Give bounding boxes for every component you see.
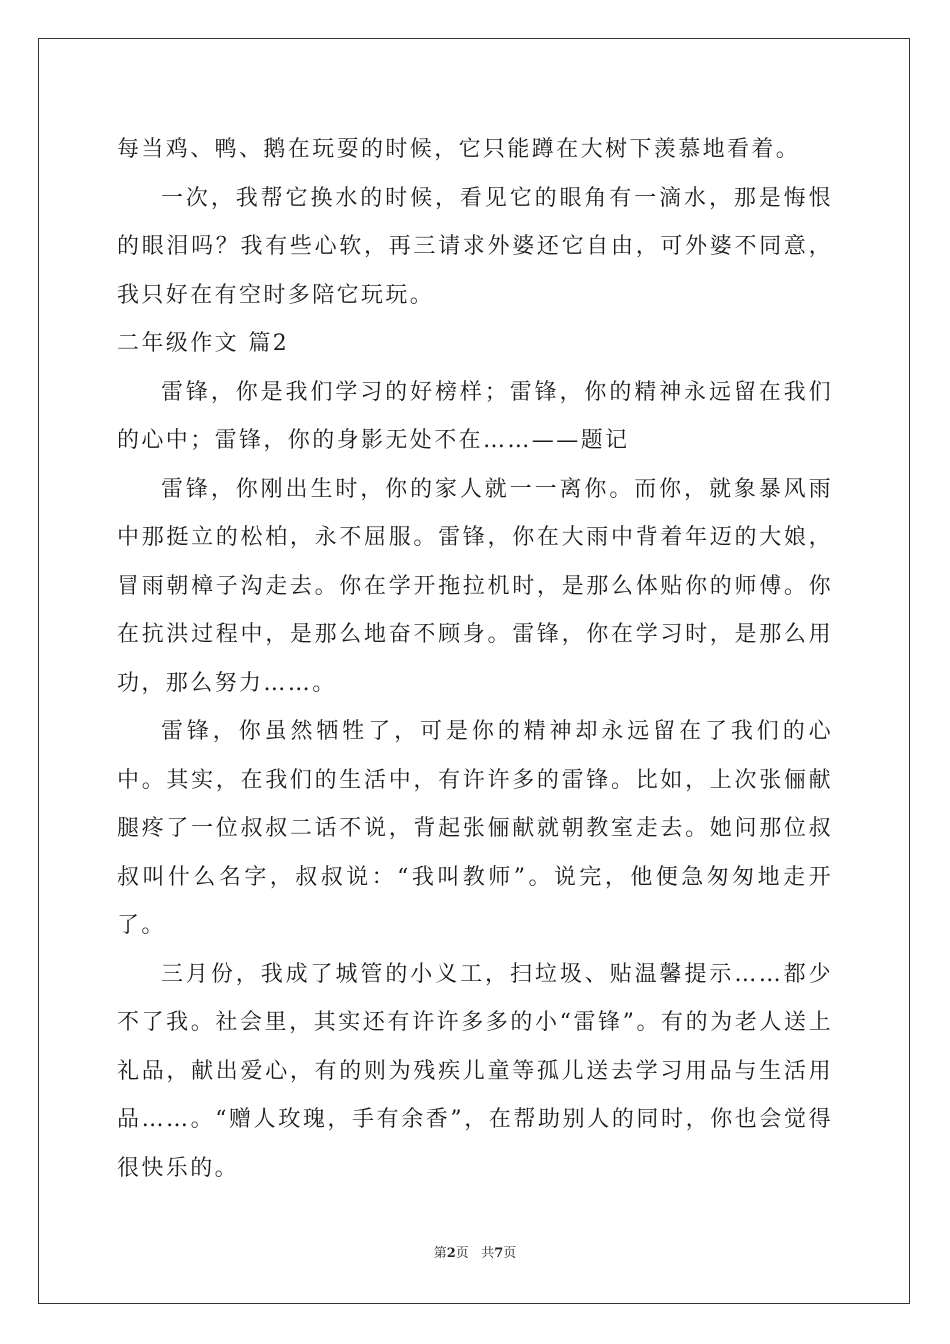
paragraph-3: 雷锋，你刚出生时，你的家人就一一离你。而你，就象暴风雨中那挺立的松柏，永不屈服。雷锋，你在大雨中背着年迈的大娘，冒雨朝樟子沟走去。你在学开拖拉机时，是那么体贴你的师傅。你在抗洪过程中，是那么地奋不顾身。雷锋，你在学习时，是那么用功，那么努力……。 [117,476,833,696]
footer-page-number: 2 [446,1246,456,1261]
paragraph-4: 雷锋，你虽然牺牲了，可是你的精神却永远留在了我们的心中。其实，在我们的生活中，有许许多的雷锋。比如，上次张俪献腿疼了一位叔叔二话不说，背起张俪献就朝教室走去。她问那位叔叔叫什么名字，叔叔说：“我叫教师”。说完，他便急匆匆地走开了。 [117,719,833,938]
paragraph-2: 一次，我帮它换水的时候，看见它的眼角有一滴水，那是悔恨的眼泪吗？我有些心软，再三请求外婆还它自由，可外婆不同意，我只好在有空时多陪它玩玩。 [117,185,833,308]
footer-suffix: 页 [503,1246,517,1261]
document-body [117,126,833,1193]
footer-total-pages: 7 [494,1246,504,1261]
page-footer [0,1242,950,1261]
paragraph-1: 每当鸡、鸭、鹅在玩耍的时候，它只能蹲在大树下羡慕地看着。 [117,137,801,162]
footer-mid: 页 共 [455,1246,495,1261]
paragraph-5: 三月份，我成了城管的小义工，扫垃圾、贴温馨提示……都少不了我。社会里，其实还有许许多多的小“雷锋”。有的为老人送上礼品，献出爱心，有的则为残疾儿童等孤儿送去学习用品与生活用品……。“赠人玫瑰，手有余香”，在帮助别人的同时，你也会觉得很快乐的。 [117,961,833,1181]
footer-prefix: 第 [433,1246,447,1261]
section-heading: 二年级作文 篇2 [117,331,290,356]
paragraph-epigraph: 雷锋，你是我们学习的好榜样；雷锋，你的精神永远留在我们的心中；雷锋，你的身影无处不在……——题记 [117,379,833,453]
